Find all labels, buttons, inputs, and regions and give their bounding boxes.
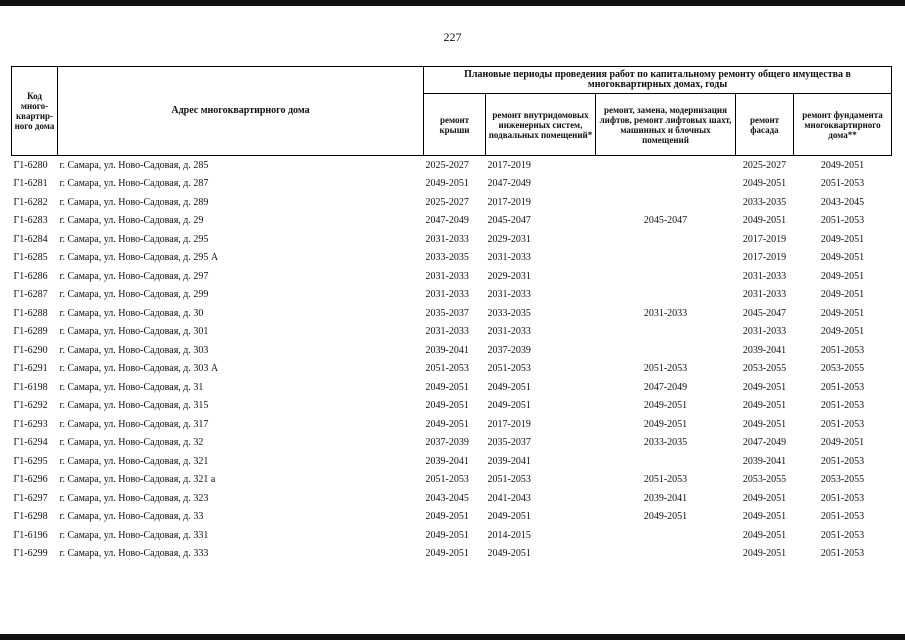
cell-code: Г1-6283 [13, 215, 48, 227]
cell-address: г. Самара, ул. Ново-Садовая, д. 303 [59, 344, 209, 356]
cell-facade: 2039-2041 [742, 455, 787, 467]
cell-roof: 2049-2051 [425, 529, 469, 541]
cell-facade: 2047-2049 [742, 437, 787, 449]
cell-facade: 2031-2033 [742, 270, 787, 282]
cell-address: г. Самара, ул. Ново-Садовая, д. 289 [59, 196, 209, 208]
table-row [12, 471, 892, 490]
cell-code: Г1-6196 [13, 529, 48, 541]
cell-lifts: 2049-2051 [643, 511, 688, 523]
cell-lifts: 2031-2033 [643, 307, 688, 319]
cell-roof: 2049-2051 [425, 400, 469, 412]
cell-roof: 2051-2053 [425, 474, 469, 486]
cell-lifts [596, 323, 736, 342]
cell-code: Г1-6292 [13, 400, 48, 412]
cell-address: г. Самара, ул. Ново-Садовая, д. 299 [59, 289, 209, 301]
cell-code: Г1-6286 [13, 270, 48, 282]
cell-internal-systems: 2031-2033 [487, 326, 531, 338]
cell-foundation: 2049-2051 [820, 437, 865, 449]
cell-foundation: 2049-2051 [820, 289, 865, 301]
cell-address: г. Самара, ул. Ново-Садовая, д. 323 [59, 492, 209, 504]
cell-roof: 2049-2051 [425, 418, 469, 430]
cell-lifts [596, 267, 736, 286]
table-row [12, 267, 892, 286]
repair-schedule-table [11, 66, 892, 563]
table-row [12, 230, 892, 249]
cell-code: Г1-6291 [13, 363, 48, 375]
cell-roof: 2049-2051 [425, 511, 469, 523]
cell-facade: 2049-2051 [742, 548, 787, 560]
cell-code: Г1-6287 [13, 289, 48, 301]
cell-address: г. Самара, ул. Ново-Садовая, д. 285 [59, 159, 209, 171]
cell-roof: 2051-2053 [425, 363, 469, 375]
cell-code: Г1-6290 [13, 344, 48, 356]
cell-address: г. Самара, ул. Ново-Садовая, д. 32 [59, 437, 204, 449]
cell-address: г. Самара, ул. Ново-Садовая, д. 317 [59, 418, 209, 430]
cell-foundation: 2051-2053 [820, 455, 865, 467]
cell-internal-systems: 2049-2051 [487, 511, 531, 523]
cell-roof: 2049-2051 [425, 381, 469, 393]
cell-roof: 2039-2041 [425, 344, 469, 356]
table-row [12, 545, 892, 564]
cell-lifts: 2045-2047 [643, 215, 688, 227]
header-lifts: ремонт, замена, модернизация лифтов, ремонт лифтовых шахт, машинных и блочных помещений [596, 94, 736, 156]
cell-foundation: 2049-2051 [820, 307, 865, 319]
cell-address: г. Самара, ул. Ново-Садовая, д. 30 [59, 307, 204, 319]
cell-address: г. Самара, ул. Ново-Садовая, д. 287 [59, 178, 209, 190]
cell-internal-systems: 2037-2039 [487, 344, 531, 356]
cell-code: Г1-6285 [13, 252, 48, 264]
cell-facade: 2049-2051 [742, 511, 787, 523]
cell-lifts [596, 249, 736, 268]
cell-lifts: 2039-2041 [643, 492, 688, 504]
cell-foundation: 2051-2053 [820, 344, 865, 356]
cell-foundation: 2053-2055 [820, 363, 865, 375]
cell-foundation: 2049-2051 [820, 252, 865, 264]
cell-code: Г1-6297 [13, 492, 48, 504]
table-row [12, 304, 892, 323]
cell-lifts: 2051-2053 [643, 474, 688, 486]
cell-foundation: 2051-2053 [820, 215, 865, 227]
cell-facade: 2049-2051 [742, 529, 787, 541]
cell-roof: 2025-2027 [425, 159, 469, 171]
cell-internal-systems: 2051-2053 [487, 474, 531, 486]
cell-facade: 2053-2055 [742, 363, 787, 375]
cell-address: г. Самара, ул. Ново-Садовая, д. 31 [59, 381, 204, 393]
cell-lifts: 2033-2035 [643, 437, 688, 449]
header-address: Адрес многоквартирного дома [58, 67, 424, 156]
header-facade: ремонт фасада [736, 94, 794, 156]
cell-code: Г1-6296 [13, 474, 48, 486]
cell-internal-systems: 2049-2051 [487, 548, 531, 560]
cell-roof: 2031-2033 [425, 326, 469, 338]
cell-foundation: 2049-2051 [820, 233, 865, 245]
cell-lifts [596, 156, 736, 175]
cell-foundation: 2051-2053 [820, 418, 865, 430]
cell-lifts [596, 286, 736, 305]
cell-lifts [596, 193, 736, 212]
cell-address: г. Самара, ул. Ново-Садовая, д. 295 А [59, 252, 219, 264]
cell-facade: 2049-2051 [742, 418, 787, 430]
cell-foundation: 2051-2053 [820, 178, 865, 190]
table-row [12, 415, 892, 434]
cell-foundation: 2051-2053 [820, 548, 865, 560]
cell-facade: 2045-2047 [742, 307, 787, 319]
cell-address: г. Самара, ул. Ново-Садовая, д. 301 [59, 326, 209, 338]
cell-roof: 2033-2035 [425, 252, 469, 264]
cell-internal-systems: 2031-2033 [487, 289, 531, 301]
cell-lifts: 2047-2049 [643, 381, 688, 393]
cell-roof: 2039-2041 [425, 455, 469, 467]
cell-internal-systems: 2017-2019 [487, 159, 531, 171]
cell-code: Г1-6289 [13, 326, 48, 338]
cell-facade: 2031-2033 [742, 326, 787, 338]
cell-lifts [596, 526, 736, 545]
cell-facade: 2049-2051 [742, 400, 787, 412]
table-header [12, 67, 892, 156]
header-code: Код много-квартир-ного дома [12, 67, 58, 156]
cell-code: Г1-6284 [13, 233, 48, 245]
cell-internal-systems: 2029-2031 [487, 270, 531, 282]
table-row [12, 341, 892, 360]
table-row [12, 175, 892, 194]
cell-foundation: 2049-2051 [820, 270, 865, 282]
cell-lifts [596, 341, 736, 360]
cell-address: г. Самара, ул. Ново-Садовая, д. 295 [59, 233, 209, 245]
cell-roof: 2031-2033 [425, 270, 469, 282]
cell-code: Г1-6282 [13, 196, 48, 208]
cell-facade: 2049-2051 [742, 178, 787, 190]
cell-internal-systems: 2033-2035 [487, 307, 531, 319]
cell-code: Г1-6295 [13, 455, 48, 467]
top-border-rule [0, 0, 905, 6]
cell-internal-systems: 2051-2053 [487, 363, 531, 375]
cell-foundation: 2049-2051 [820, 326, 865, 338]
cell-facade: 2031-2033 [742, 289, 787, 301]
cell-facade: 2049-2051 [742, 492, 787, 504]
cell-lifts [596, 230, 736, 249]
cell-foundation: 2051-2053 [820, 400, 865, 412]
cell-facade: 2049-2051 [742, 215, 787, 227]
cell-internal-systems: 2039-2041 [487, 455, 531, 467]
table-row [12, 249, 892, 268]
cell-address: г. Самара, ул. Ново-Садовая, д. 315 [59, 400, 209, 412]
cell-internal-systems: 2035-2037 [487, 437, 531, 449]
cell-internal-systems: 2014-2015 [487, 529, 531, 541]
cell-roof: 2049-2051 [425, 548, 469, 560]
cell-facade: 2025-2027 [742, 159, 787, 171]
cell-foundation: 2049-2051 [820, 159, 865, 171]
table-row [12, 397, 892, 416]
cell-roof: 2035-2037 [425, 307, 469, 319]
table-row [12, 434, 892, 453]
cell-internal-systems: 2029-2031 [487, 233, 531, 245]
cell-lifts [596, 452, 736, 471]
cell-lifts: 2051-2053 [643, 363, 688, 375]
cell-address: г. Самара, ул. Ново-Садовая, д. 321 а [59, 474, 216, 486]
cell-code: Г1-6281 [13, 178, 48, 190]
cell-internal-systems: 2049-2051 [487, 400, 531, 412]
bottom-border-rule [0, 634, 905, 640]
cell-address: г. Самара, ул. Ново-Садовая, д. 321 [59, 455, 209, 467]
table-row [12, 378, 892, 397]
cell-foundation: 2051-2053 [820, 381, 865, 393]
cell-code: Г1-6280 [13, 159, 48, 171]
table-row [12, 526, 892, 545]
cell-foundation: 2053-2055 [820, 474, 865, 486]
cell-roof: 2031-2033 [425, 233, 469, 245]
table-row [12, 508, 892, 527]
cell-roof: 2025-2027 [425, 196, 469, 208]
cell-code: Г1-6293 [13, 418, 48, 430]
header-internal-systems: ремонт внутридомовых инженерных систем, подвальных помещений* [486, 94, 596, 156]
cell-address: г. Самара, ул. Ново-Садовая, д. 297 [59, 270, 209, 282]
cell-code: Г1-6198 [13, 381, 48, 393]
cell-address: г. Самара, ул. Ново-Садовая, д. 29 [59, 215, 204, 227]
cell-roof: 2047-2049 [425, 215, 469, 227]
cell-address: г. Самара, ул. Ново-Садовая, д. 333 [59, 548, 209, 560]
cell-internal-systems: 2031-2033 [487, 252, 531, 264]
header-periods-group: Плановые периоды проведения работ по капитальному ремонту общего имущества в многоквартирных домах, годы [424, 67, 892, 94]
page-number: 227 [443, 30, 462, 44]
cell-address: г. Самара, ул. Ново-Садовая, д. 33 [59, 511, 204, 523]
cell-lifts: 2049-2051 [643, 418, 688, 430]
table-row [12, 323, 892, 342]
cell-facade: 2017-2019 [742, 252, 787, 264]
cell-internal-systems: 2045-2047 [487, 215, 531, 227]
cell-code: Г1-6298 [13, 511, 48, 523]
cell-address: г. Самара, ул. Ново-Садовая, д. 331 [59, 529, 209, 541]
cell-facade: 2049-2051 [742, 381, 787, 393]
cell-roof: 2043-2045 [425, 492, 469, 504]
cell-foundation: 2051-2053 [820, 511, 865, 523]
cell-internal-systems: 2041-2043 [487, 492, 531, 504]
cell-facade: 2039-2041 [742, 344, 787, 356]
cell-facade: 2053-2055 [742, 474, 787, 486]
cell-facade: 2033-2035 [742, 196, 787, 208]
cell-foundation: 2051-2053 [820, 492, 865, 504]
cell-facade: 2017-2019 [742, 233, 787, 245]
table-row [12, 193, 892, 212]
cell-lifts: 2049-2051 [643, 400, 688, 412]
cell-lifts [596, 545, 736, 564]
table-row [12, 452, 892, 471]
header-foundation: ремонт фундамента многоквартирного дома** [794, 94, 892, 156]
cell-address: г. Самара, ул. Ново-Садовая, д. 303 А [59, 363, 219, 375]
table-row [12, 489, 892, 508]
cell-foundation: 2051-2053 [820, 529, 865, 541]
cell-code: Г1-6299 [13, 548, 48, 560]
cell-foundation: 2043-2045 [820, 196, 865, 208]
cell-internal-systems: 2017-2019 [487, 196, 531, 208]
header-roof: ремонт крыши [424, 94, 486, 156]
cell-internal-systems: 2047-2049 [487, 178, 531, 190]
cell-internal-systems: 2049-2051 [487, 381, 531, 393]
cell-roof: 2049-2051 [425, 178, 469, 190]
cell-code: Г1-6288 [13, 307, 48, 319]
cell-roof: 2037-2039 [425, 437, 469, 449]
cell-roof: 2031-2033 [425, 289, 469, 301]
cell-internal-systems: 2017-2019 [487, 418, 531, 430]
table-body [12, 156, 892, 564]
table-row [12, 156, 892, 175]
table-row [12, 286, 892, 305]
cell-code: Г1-6294 [13, 437, 48, 449]
table-row [12, 212, 892, 231]
table-row [12, 360, 892, 379]
cell-lifts [596, 175, 736, 194]
